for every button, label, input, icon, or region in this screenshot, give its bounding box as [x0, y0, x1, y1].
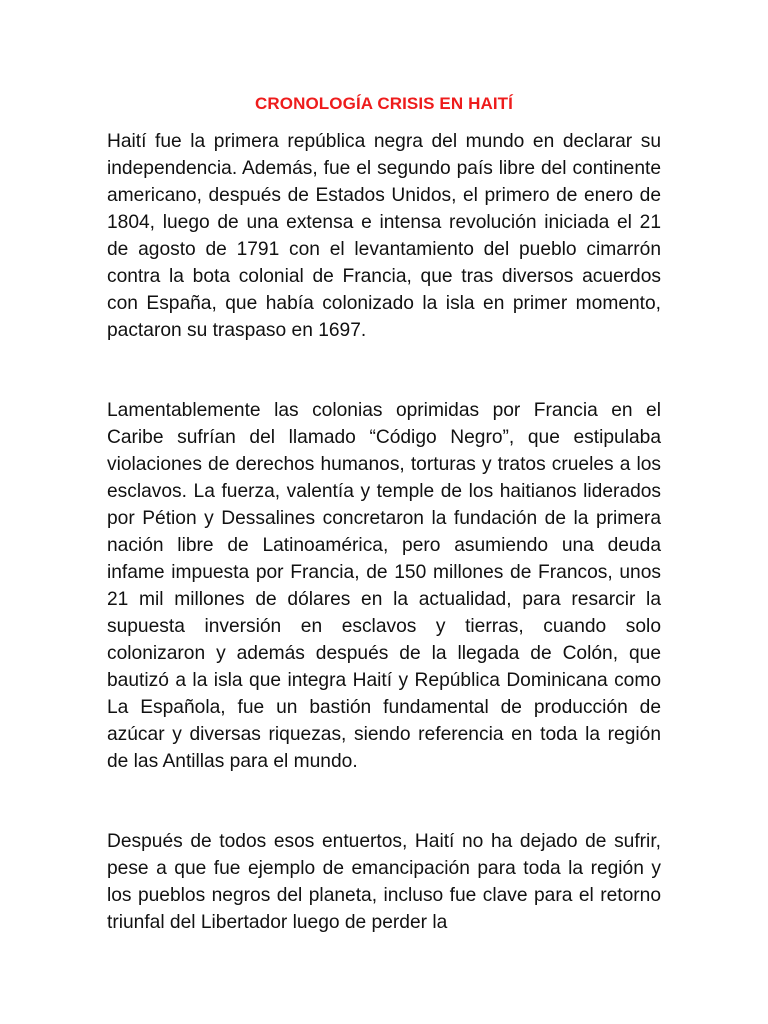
- paragraph-3: Después de todos esos entuertos, Haití no ha dejado de sufrir, pese a que fue ejemplo de emancipación para toda la región y los pueblos negros del planeta, incluso fue clave para el retorno triunfal del Libertador luego de perder la: [107, 831, 661, 933]
- paragraph-2: Lamentablemente las colonias oprimidas por Francia en el Caribe sufrían del llamado “Código Negro”, que estipulaba violaciones de derechos humanos, torturas y tratos crueles a los esclavos. La fuerza, valentía y temple de los haitianos liderados por Pétion y Dessalines concretaron la fundación de la primera nación libre de Latinoamérica, pero asumiendo una deuda infame impuesta por Francia, de 150 millones de Francos, unos 21 mil millones de dólares en la actualidad, para resarcir la supuesta inversión en esclavos y tierras, cuando solo colonizaron y además después de la llegada de Colón, que bautizó a la isla que integra Haití y República Dominicana como La Española, fue un bastión fundamental de producción de azúcar y diversas riquezas, siendo referencia en toda la región de las Antillas para el mundo.: [107, 400, 661, 772]
- paragraph-spacer: [107, 344, 661, 397]
- document-body: [107, 90, 661, 936]
- paragraph-spacer: [107, 775, 661, 828]
- paragraph-1: Haití fue la primera república negra del mundo en declarar su independencia. Además, fue el segundo país libre del continente americano, después de Estados Unidos, el primero de enero de 1804, luego de una extensa e intensa revolución iniciada el 21 de agosto de 1791 con el levantamiento del pueblo cimarrón contra la bota colonial de Francia, que tras diversos acuerdos con España, que había colonizado la isla en primer momento, pactaron su traspaso en 1697.: [107, 131, 661, 341]
- document-title: CRONOLOGÍA CRISIS EN HAITÍ: [255, 94, 513, 113]
